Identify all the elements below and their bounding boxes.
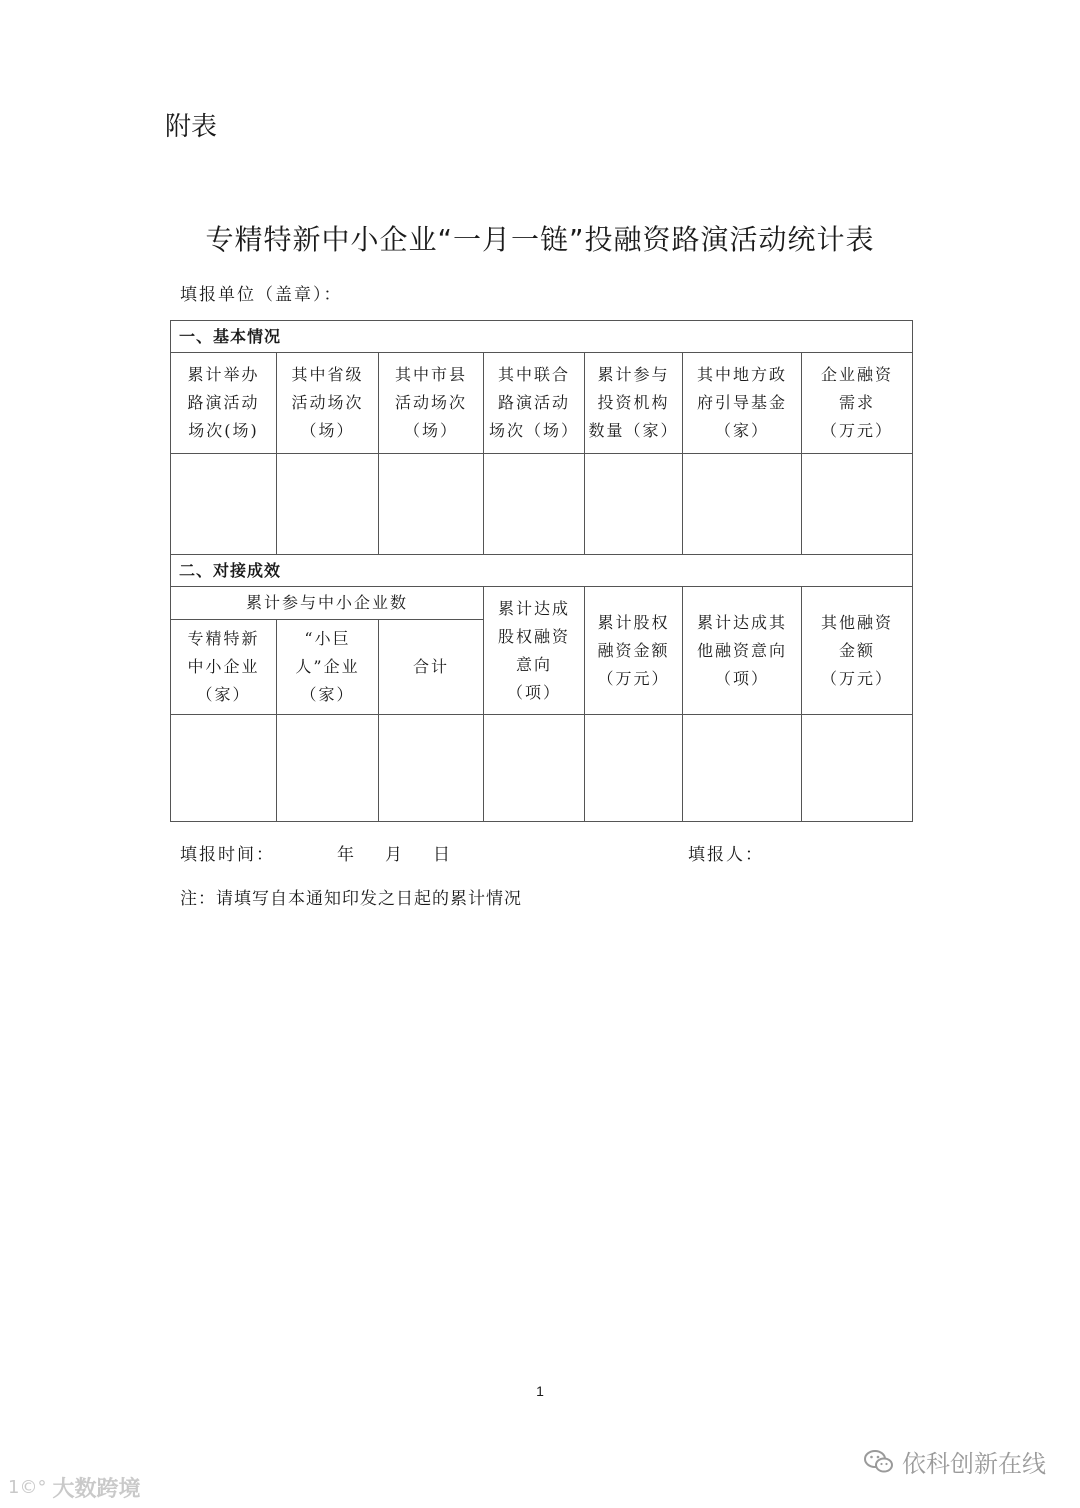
- appendix-label: 附表: [165, 112, 218, 142]
- group-header-text: 累计参与中小企业数: [245, 593, 408, 612]
- input-cell[interactable]: [277, 715, 379, 822]
- sub-header-text: 合计: [412, 657, 449, 676]
- header-cell: [802, 353, 913, 454]
- input-cell[interactable]: [171, 715, 277, 822]
- input-cell[interactable]: [683, 715, 802, 822]
- section1-header-row: [171, 353, 913, 454]
- header-cell: [277, 353, 379, 454]
- header-cell-text: 其中市县 活动场次 （场）: [394, 365, 467, 440]
- input-cell[interactable]: [683, 454, 802, 555]
- fill-unit-label: 填报单位（盖章）：: [180, 285, 343, 305]
- header-cell: [683, 353, 802, 454]
- header-cell-text: 累计股权 融资金额 （万元）: [597, 612, 670, 688]
- section1-title: 一、基本情况: [171, 321, 913, 353]
- fill-year-label: 年: [337, 845, 354, 865]
- input-cell[interactable]: [585, 454, 683, 555]
- input-cell[interactable]: [802, 454, 913, 555]
- sub-header-cell: [277, 620, 379, 715]
- watermark-left-text: 大数跨境: [52, 1477, 141, 1502]
- input-cell[interactable]: [379, 715, 484, 822]
- sub-header-cell: [379, 620, 484, 715]
- header-cell: [585, 587, 683, 715]
- watermark-right-text: 依科创新在线: [902, 1450, 1046, 1478]
- section1-input-row: [171, 454, 913, 555]
- input-cell[interactable]: [379, 454, 484, 555]
- header-cell-text: 其中联合 路演活动 场次（场）: [488, 365, 579, 440]
- input-cell[interactable]: [484, 715, 585, 822]
- sub-header-cell: [171, 620, 277, 715]
- header-cell: [585, 353, 683, 454]
- header-cell-text: 累计举办 路演活动 场次(场): [187, 365, 260, 440]
- section2-input-row: [171, 715, 913, 822]
- fill-day-label: 日: [433, 845, 450, 865]
- header-cell: [484, 353, 585, 454]
- brand-logo-icon: 1©°: [8, 1477, 47, 1498]
- header-cell-text: 企业融资 需求 （万元）: [820, 365, 893, 440]
- section2-title: 二、对接成效: [171, 555, 913, 587]
- input-cell[interactable]: [802, 715, 913, 822]
- fill-month-label: 月: [385, 845, 402, 865]
- header-cell: [484, 587, 585, 715]
- page-number: 1: [536, 1383, 544, 1399]
- header-cell-text: 其他融资 金额 （万元）: [820, 612, 893, 688]
- input-cell[interactable]: [484, 454, 585, 555]
- section1-title-row: [171, 321, 913, 353]
- header-cell: [802, 587, 913, 715]
- header-cell: [379, 353, 484, 454]
- sub-header-text: “小巨 人”企业 （家）: [295, 629, 360, 704]
- header-cell-text: 累计达成 股权融资 意向 （项）: [497, 598, 570, 702]
- header-cell-text: 其中地方政 府引导基金 （家）: [696, 365, 787, 440]
- fill-person-label: 填报人：: [688, 845, 764, 865]
- watermark-left: [8, 1472, 140, 1503]
- header-cell: [683, 587, 802, 715]
- document-title: 专精特新中小企业“一月一链”投融资路演活动统计表: [205, 223, 875, 256]
- input-cell[interactable]: [277, 454, 379, 555]
- header-cell-text: 累计达成其 他融资意向 （项）: [696, 612, 787, 688]
- footnote: 注：请填写自本通知印发之日起的累计情况: [180, 889, 522, 909]
- group-header-cell: [171, 587, 484, 620]
- fill-time-label: 填报时间：: [180, 845, 275, 865]
- section2-title-row: [171, 555, 913, 587]
- input-cell[interactable]: [171, 454, 277, 555]
- input-cell[interactable]: [585, 715, 683, 822]
- header-cell-text: 累计参与 投资机构 数量（家）: [588, 365, 679, 440]
- watermark-right: [864, 1444, 1046, 1479]
- section2-group-row: [171, 587, 913, 620]
- statistics-table: [170, 320, 913, 822]
- header-cell: [171, 353, 277, 454]
- sub-header-text: 专精特新 中小企业 （家）: [187, 629, 260, 704]
- wechat-icon: [864, 1449, 894, 1475]
- header-cell-text: 其中省级 活动场次 （场）: [291, 365, 364, 440]
